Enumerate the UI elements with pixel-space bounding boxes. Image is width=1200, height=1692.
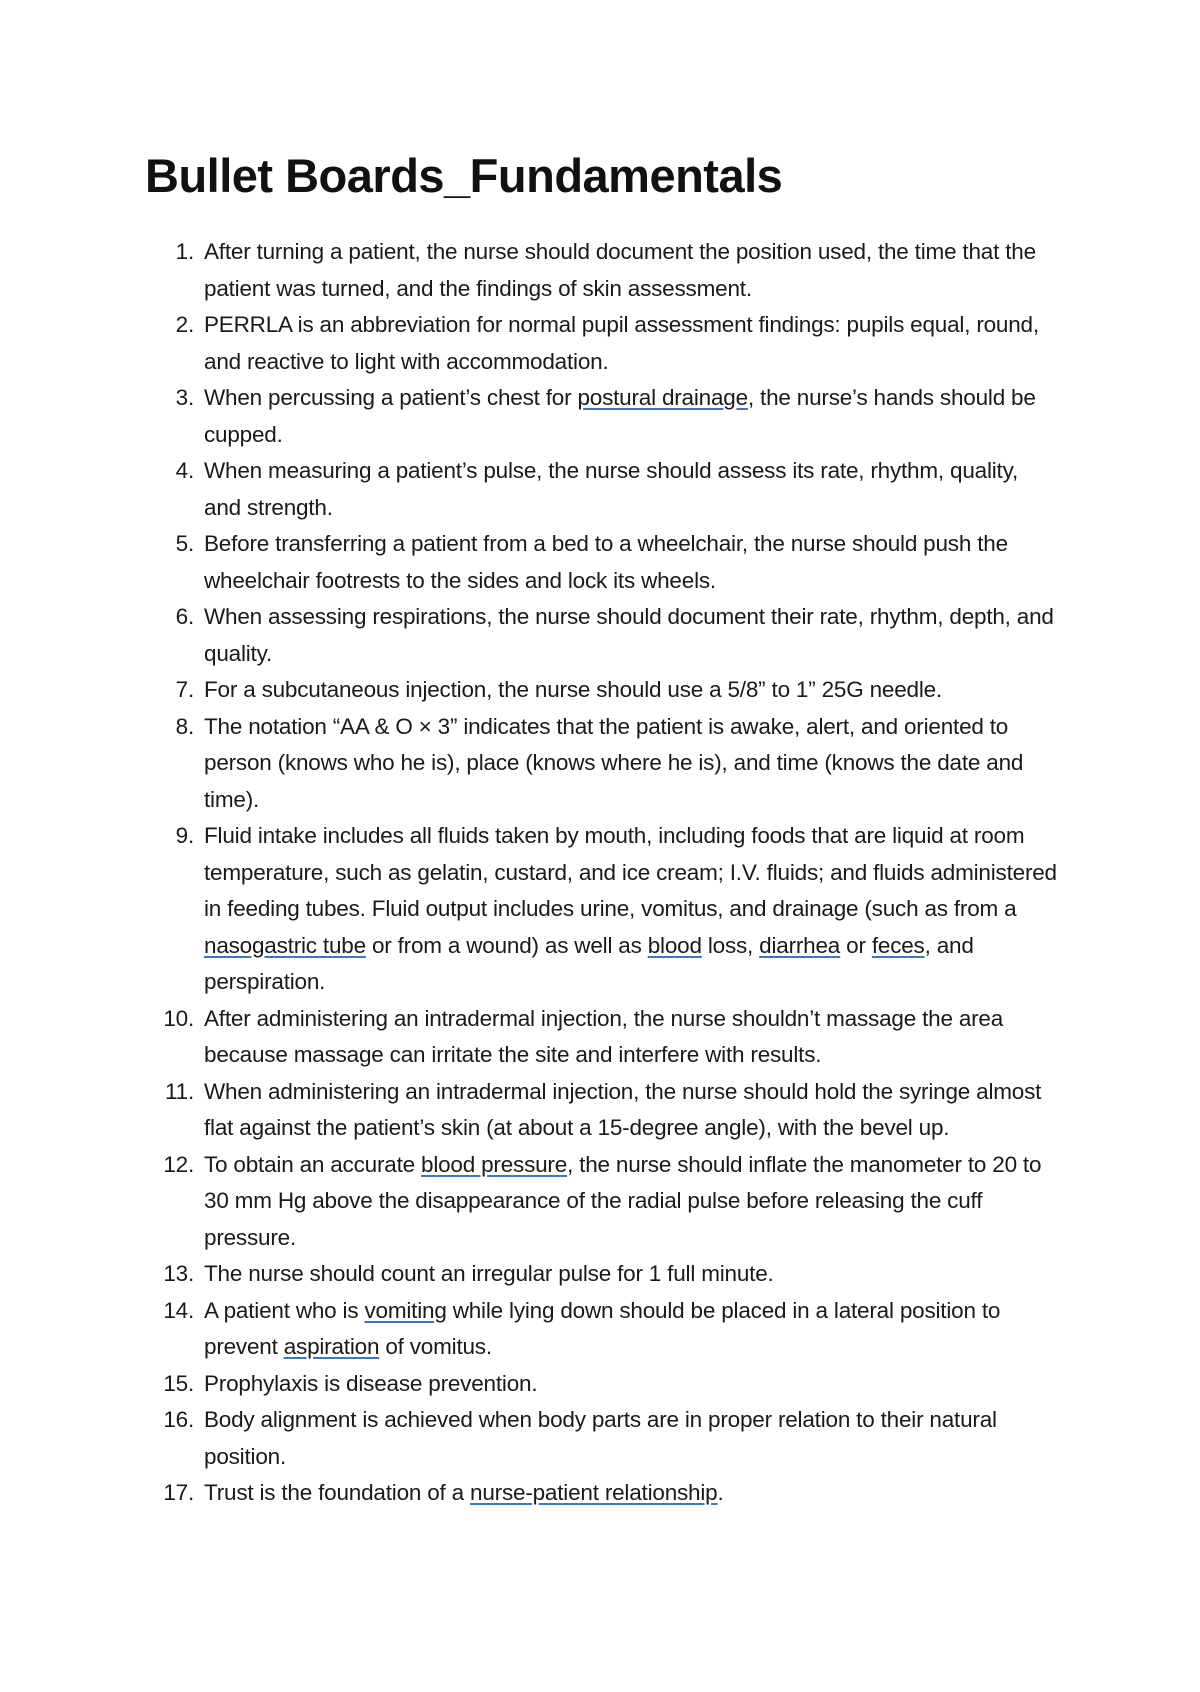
item-number: 10. xyxy=(163,1005,194,1031)
list-item xyxy=(0,1001,1080,1074)
item-text: A patient who is vomiting while lying down should be placed in a lateral position to prevent aspiration of vomitus. xyxy=(204,1297,1001,1359)
item-text: For a subcutaneous injection, the nurse should use a 5/8” to 1” 25G needle. xyxy=(204,677,942,702)
item-text: After administering an intradermal injection, the nurse shouldn’t massage the area because massage can irritate the site and interfere with results. xyxy=(204,1005,1004,1067)
item-number: 11. xyxy=(164,1078,194,1104)
list-item xyxy=(0,1074,1060,1147)
item-text: When percussing a patient’s chest for postural drainage, the nurse’s hands should be cupped. xyxy=(204,385,1036,447)
list-item xyxy=(0,1147,1060,1257)
link-aspiration[interactable]: aspiration xyxy=(283,1334,380,1359)
link-feces[interactable]: feces xyxy=(871,932,925,958)
item-number: 1. xyxy=(175,239,194,264)
list-item xyxy=(0,526,1060,599)
item-text: The notation “AA & O × 3” indicates that the patient is awake, alert, and oriented to person (knows who he is), place (knows where he is), and time (knows the date and time). xyxy=(204,713,1024,812)
list-item xyxy=(0,380,1060,453)
document-title: Bullet Boards_Fundamentals xyxy=(145,149,783,202)
item-number: 12. xyxy=(163,1151,194,1177)
link-vomiting[interactable]: vomiting xyxy=(364,1297,447,1323)
list-item xyxy=(0,709,1060,819)
list-item xyxy=(0,672,1060,709)
item-number: 7. xyxy=(175,677,194,702)
list-item xyxy=(0,599,1060,672)
item-text: PERRLA is an abbreviation for normal pupil assessment findings: pupils equal, round, and reactive to light with accommodation. xyxy=(204,312,1039,374)
item-text: Before transferring a patient from a bed to a wheelchair, the nurse should push the wheelchair footrests to the sides and lock its wheels. xyxy=(204,531,1008,593)
item-text: Fluid intake includes all fluids taken by mouth, including foods that are liquid at room temperature, such as gelatin, custard, and ice cream; I.V. fluids; and fluids administered in feeding tubes. Fluid output includes urine, vomitus, and drainage (such as from a nasogastric tube or from a wound) as well as blood loss, diarrhea or feces, and perspiration. xyxy=(204,823,1057,994)
list-item xyxy=(0,1366,1060,1403)
list-item xyxy=(0,818,1060,1001)
item-number: 9. xyxy=(175,823,194,848)
item-number: 13. xyxy=(163,1261,194,1286)
item-number: 3. xyxy=(175,385,194,410)
list-item xyxy=(0,1402,1060,1475)
link-nasogastric-tube[interactable]: nasogastric tube xyxy=(204,932,366,958)
item-number: 4. xyxy=(175,458,194,483)
item-text: When assessing respirations, the nurse should document their rate, rhythm, depth, and quality. xyxy=(204,604,1054,666)
list-item xyxy=(0,1475,1060,1512)
item-number: 8. xyxy=(175,713,194,739)
item-number: 17. xyxy=(163,1480,194,1505)
item-text: To obtain an accurate blood pressure, the nurse should inflate the manometer to 20 to 30 mm Hg above the disappearance of the radial pulse before releasing the cuff pressure. xyxy=(204,1151,1042,1250)
list-item xyxy=(0,1293,1060,1366)
item-number: 14. xyxy=(163,1297,194,1323)
item-text: Trust is the foundation of a nurse-patient relationship. xyxy=(204,1480,724,1505)
link-diarrhea[interactable]: diarrhea xyxy=(759,932,841,958)
item-text: When administering an intradermal injection, the nurse should hold the syringe almost flat against the patient’s skin (at about a 15-degree angle), with the bevel up. xyxy=(204,1078,1042,1140)
item-text: The nurse should count an irregular pulse for 1 full minute. xyxy=(204,1261,774,1286)
link-nurse-patient-relationship[interactable]: nurse-patient relationship xyxy=(470,1480,718,1505)
list-item xyxy=(0,1256,1060,1293)
link-blood[interactable]: blood xyxy=(647,932,702,958)
item-text: Prophylaxis is disease prevention. xyxy=(204,1370,538,1396)
item-number: 15. xyxy=(163,1370,194,1396)
item-number: 16. xyxy=(163,1407,194,1432)
numbered-list xyxy=(0,234,1060,1512)
item-text: When measuring a patient’s pulse, the nurse should assess its rate, rhythm, quality, and strength. xyxy=(204,458,1019,520)
item-text: After turning a patient, the nurse should document the position used, the time that the patient was turned, and the findings of skin assessment. xyxy=(204,239,1036,301)
list-item xyxy=(0,307,1060,380)
item-number: 5. xyxy=(175,531,194,556)
link-blood-pressure[interactable]: blood pressure xyxy=(421,1151,568,1177)
item-number: 2. xyxy=(175,312,194,337)
link-postural-drainage[interactable]: postural drainage xyxy=(577,385,748,410)
item-number: 6. xyxy=(175,604,194,629)
list-item xyxy=(0,234,1060,307)
item-text: Body alignment is achieved when body parts are in proper relation to their natural position. xyxy=(204,1407,997,1469)
list-item xyxy=(0,453,1060,526)
